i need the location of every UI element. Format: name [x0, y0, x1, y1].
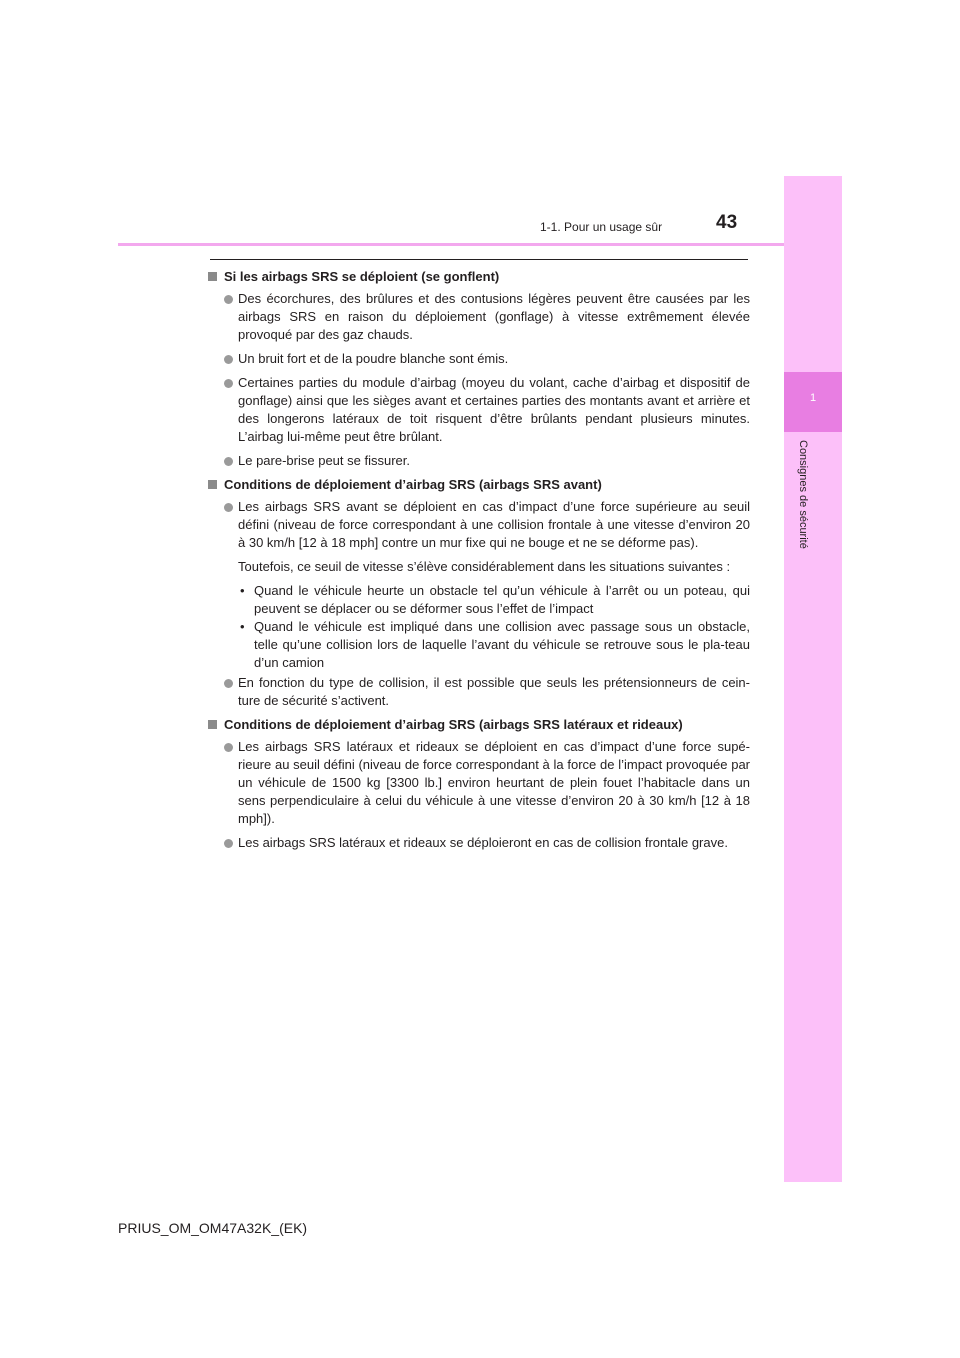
sub-paragraph: Toutefois, ce seuil de vitesse s’élève considérablement dans les situations suivantes :: [238, 559, 731, 574]
bullet-item: [208, 350, 750, 368]
heading-text: Conditions de déploiement d’airbag SRS (airbags SRS avant): [224, 477, 602, 492]
dash-marker: •: [240, 583, 245, 598]
circle-bullet-icon: [224, 503, 233, 512]
circle-bullet-icon: [224, 295, 233, 304]
bullet-item: [208, 498, 750, 552]
page-number: 43: [716, 212, 738, 233]
dash-item: [208, 582, 750, 618]
circle-bullet-icon: [224, 355, 233, 364]
chapter-title-wrap: [797, 440, 813, 570]
section-heading: [208, 716, 750, 734]
bullet-text: Les airbags SRS avant se déploient en cas d’impact d’une force supérieure au seuil défini (niveau de force correspondant à une collision frontale à une vitesse d’environ 20 à 30 km/h [12 à 18 mph] contre un mur fixe qui ne bouge et ne se déforme pas).: [238, 499, 750, 550]
chapter-number: 1: [809, 392, 817, 404]
bullet-item: [208, 374, 750, 446]
square-bullet-icon: [208, 272, 217, 281]
square-bullet-icon: [208, 720, 217, 729]
circle-bullet-icon: [224, 457, 233, 466]
dash-text: Quand le véhicule est impliqué dans une collision avec passage sous un obstacle, telle qu’une collision lors de laquelle l’avant du véhicule se retrouve sous le pla-teau d’un camion: [254, 619, 750, 670]
chapter-title: Consignes de sécurité: [797, 440, 809, 549]
bullet-text: Des écorchures, des brûlures et des contusions légères peuvent être causées par les airbags SRS en raison du déploiement (gonflage) à vitesse extrêmement élevée provoqué par des gaz chauds.: [238, 291, 750, 342]
circle-bullet-icon: [224, 839, 233, 848]
square-bullet-icon: [208, 480, 217, 489]
footer-doc-code: PRIUS_OM_OM47A32K_(EK): [118, 1220, 308, 1236]
circle-bullet-icon: [224, 679, 233, 688]
bullet-text: Certaines parties du module d’airbag (moyeu du volant, cache d’airbag et dispositif de gonflage) ainsi que les sièges avant et certaines parties des montants avant et arrière et des longerons latéraux de toit risquent d’être brûlants pendant plusieurs minutes. L’airbag lui-même peut être brûlant.: [238, 375, 750, 444]
section-heading: [208, 268, 750, 286]
bullet-text: Les airbags SRS latéraux et rideaux se déploient en cas d’impact d’une force supé-rieure au seuil défini (niveau de force correspondant à la force de l’impact provoquée par un véhicule de 1500 kg [3300 lb.] environ heurtant de plein fouet l’habitacle dans un sens perpendiculaire à celui du véhicule à une vitesse d’environ 20 à 30 km/h [12 à 18 mph]).: [238, 739, 750, 826]
bullet-text: Un bruit fort et de la poudre blanche sont émis.: [238, 351, 509, 366]
circle-bullet-icon: [224, 743, 233, 752]
bullet-item: [208, 738, 750, 828]
bullet-text: En fonction du type de collision, il est possible que seuls les prétensionneurs de cein-ture de sécurité s’activent.: [238, 675, 750, 708]
header-rule: [118, 243, 784, 246]
dash-item: [208, 618, 750, 672]
dash-marker: •: [240, 619, 245, 634]
heading-text: Si les airbags SRS se déploient (se gonflent): [224, 269, 500, 284]
section-title: 1-1. Pour un usage sûr: [540, 220, 663, 234]
dash-list: [208, 582, 750, 672]
circle-bullet-icon: [224, 379, 233, 388]
dash-text: Quand le véhicule heurte un obstacle tel qu’un véhicule à l’arrêt ou un poteau, qui peuvent se déplacer ou se déformer sous l’effet de l’impact: [254, 583, 750, 616]
section-heading: [208, 476, 750, 494]
bullet-item: [208, 290, 750, 344]
content-top-rule: [210, 259, 748, 260]
bullet-item: [208, 452, 750, 470]
bullet-item: [208, 674, 750, 710]
bullet-text: Le pare-brise peut se fissurer.: [238, 453, 410, 468]
side-tab-strip: [784, 176, 842, 1182]
bullet-item: [208, 834, 750, 852]
content-body: [208, 268, 750, 858]
bullet-text: Les airbags SRS latéraux et rideaux se déploieront en cas de collision frontale grave.: [238, 835, 728, 850]
heading-text: Conditions de déploiement d’airbag SRS (airbags SRS latéraux et rideaux): [224, 717, 683, 732]
